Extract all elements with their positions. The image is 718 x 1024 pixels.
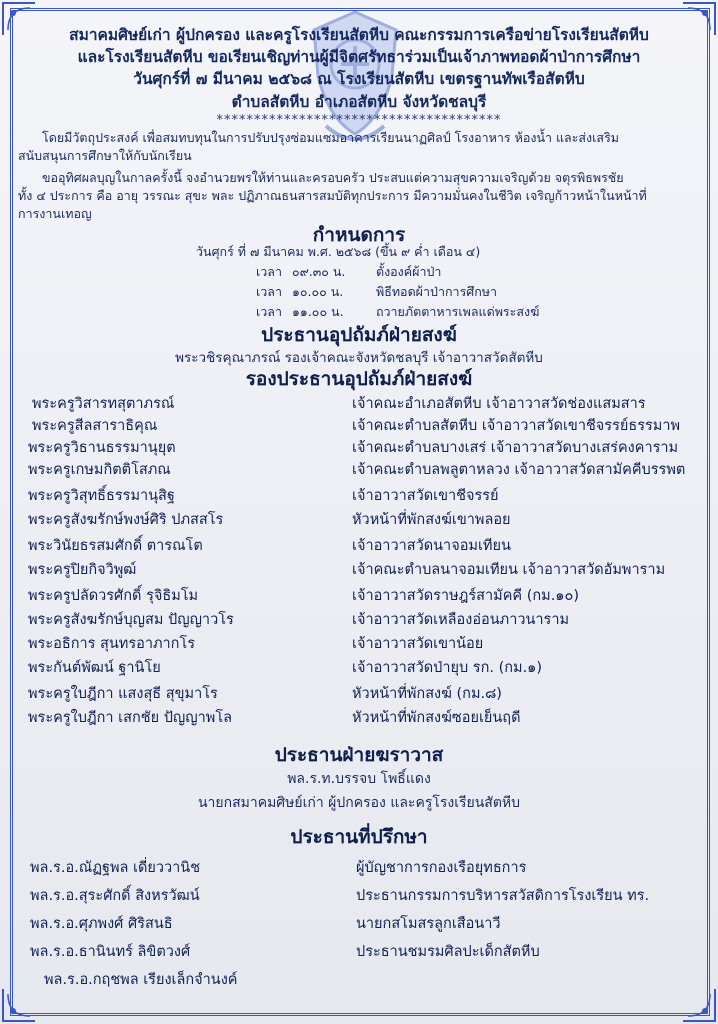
lay-chair-title: ประธานฝ่ายฆราวาส bbox=[274, 744, 444, 766]
vice-position: เจ้าคณะอำเภอสัตหีบ เจ้าอาวาสวัดช่องแสมสาร bbox=[352, 396, 646, 412]
vice-name: พระอธิการ สุนทรอาภากโร bbox=[28, 636, 196, 652]
schedule-time: ๐๙.๓๐ น. bbox=[291, 264, 346, 279]
vice-name: พระกันต์พัฒน์ ฐานิโย bbox=[28, 660, 161, 676]
vice-position: เจ้าคณะตำบลสัตหีบ เจ้าอาวาสวัดเขาชีจรรย์ธรรมาพ bbox=[352, 418, 681, 434]
intro-paragraph-1b: สนับสนุนการศึกษาให้กับนักเรียน bbox=[18, 148, 192, 163]
vice-name: พระครูวิสุทธิ์ธรรมานุสิฐ bbox=[28, 488, 175, 504]
schedule-label: เวลา bbox=[256, 304, 282, 319]
vice-position: หัวหน้าที่พักสงฆ์ (กม.๘) bbox=[352, 686, 502, 702]
schedule-title: กำหนดการ bbox=[312, 224, 406, 246]
header-line-3: วันศุกร์ที่ ๗ มีนาคม ๒๕๖๘ ณ โรงเรียนสัตหีบ เขตรฐานทัพเรือสัตหีบ bbox=[133, 70, 585, 88]
vice-position: เจ้าอาวาสวัดราษฎร์สามัคคี (กม.๑๐) bbox=[352, 588, 580, 604]
monk-vice-title: รองประธานอุปถัมภ์ฝ่ายสงฆ์ bbox=[245, 368, 473, 390]
vice-position: เจ้าอาวาสวัดเหลืองอ่อนภาวนาราม bbox=[352, 612, 570, 628]
schedule-time: ๑๑.๐๐ น. bbox=[291, 304, 344, 319]
vice-position: เจ้าอาวาสวัดเขาชีจรรย์ bbox=[352, 488, 499, 504]
advisor-name: พล.ร.อ.ธานินทร์ ลิขิตวงศ์ bbox=[30, 944, 191, 960]
vice-name: พระครูปิยกิจวิพูฒ์ bbox=[28, 562, 137, 578]
intro-paragraph-2a: ขออุทิศผลบุญในกาลครั้งนี้ จงอำนวยพรให้ท่านและครอบครัว ประสบแต่ความสุขความเจริญด้วย จตุรพิธพรชัย bbox=[42, 170, 624, 185]
schedule-row bbox=[256, 302, 539, 322]
advisor-name: พล.ร.อ.ศุภพงศ์ ศิริสนธิ bbox=[30, 916, 173, 932]
vice-name: พระวินัยธรสมศักดิ์ ตารณโต bbox=[28, 538, 203, 554]
lay-chair-name: พล.ร.ท.บรรจบ โพธิ์แดง bbox=[287, 771, 431, 787]
header-line-1: สมาคมศิษย์เก่า ผู้ปกครอง และครูโรงเรียนสัตหีบ คณะกรรมการเครือข่ายโรงเรียนสัตหีบ bbox=[69, 26, 649, 44]
vice-name: พระครูสังฆรักษ์พงษ์ศิริ ปภสสโร bbox=[28, 512, 224, 528]
schedule-event: พิธีทอดผ้าป่าการศึกษา bbox=[375, 284, 498, 299]
schedule-row bbox=[256, 282, 497, 302]
vice-name: พระครูเกษมกิตติโสภณ bbox=[28, 462, 171, 478]
advisor-position: นายกสโมสรลูกเสือนาวี bbox=[356, 916, 501, 932]
vice-name: พระครูวิสารทสุตาภรณ์ bbox=[32, 396, 175, 412]
vice-position: เจ้าอาวาสวัดนาจอมเทียน bbox=[352, 538, 511, 554]
schedule-label: เวลา bbox=[256, 264, 282, 279]
corner-ornament-icon bbox=[0, 986, 38, 1024]
monk-chair-title: ประธานอุปถัมภ์ฝ่ายสงฆ์ bbox=[261, 324, 457, 346]
monk-chair-name: พระวชิรคุณาภรณ์ รองเจ้าคณะจังหวัดชลบุรี เจ้าอาวาสวัดสัตหีบ bbox=[175, 350, 543, 366]
vice-position: เจ้าอาวาสวัดป่ายุบ รก. (กม.๑) bbox=[352, 660, 543, 676]
vice-position: เจ้าอาวาสวัดเขาน้อย bbox=[352, 636, 484, 652]
advisor-position: ผู้บัญชาการกองเรือยุทธการ bbox=[356, 860, 527, 876]
vice-position: หัวหน้าที่พักสงฆ์ซอยเย็นฤดี bbox=[352, 710, 521, 726]
star-divider: ************************************** bbox=[216, 113, 502, 128]
schedule-label: เวลา bbox=[256, 284, 282, 299]
vice-name: พระครูสีลสาราธิคุณ bbox=[32, 418, 158, 434]
intro-paragraph-2b: ทั้ง ๔ ประการ คือ อายุ วรรณะ สุขะ พละ ปฏิภาณธนสารสมบัติทุกประการ มีความมั่นคงในชีวิต เจริญก้าวหน้าในหน้าที่ bbox=[18, 188, 647, 203]
schedule-date: วันศุกร์ ที่ ๗ มีนาคม พ.ศ. ๒๕๖๘ (ขึ้น ๙ ค่ำ เดือน ๔) bbox=[196, 244, 481, 259]
header-line-4: ตำบลสัตหีบ อำเภอสัตหีบ จังหวัดชลบุรี bbox=[231, 93, 487, 111]
advisor-position: ประธานกรรมการบริหารสวัสดิการโรงเรียน ทร. bbox=[356, 888, 650, 904]
advisor-name: พล.ร.อ.กฤชพล เรียงเล็กจำนงค์ bbox=[44, 972, 238, 988]
vice-position: หัวหน้าที่พักสงฆ์เขาพลอย bbox=[352, 512, 511, 528]
header-line-2: และโรงเรียนสัตหีบ ขอเรียนเชิญท่านผู้มีจิตศรัทธาร่วมเป็นเจ้าภาพทอดผ้าป่าการศึกษา bbox=[77, 48, 641, 66]
advisor-name: พล.ร.อ.สุระศักดิ์ สิงหรวัฒน์ bbox=[30, 888, 200, 904]
corner-ornament-icon bbox=[680, 986, 718, 1024]
schedule-row bbox=[256, 262, 441, 282]
advisor-name: พล.ร.อ.ณัฏฐพล เดี่ยววานิช bbox=[30, 860, 201, 876]
advisor-position: ประธานชมรมศิลปะเด็กสัตหีบ bbox=[356, 944, 540, 960]
lay-chair-role: นายกสมาคมศิษย์เก่า ผู้ปกครอง และครูโรงเรียนสัตหีบ bbox=[197, 795, 521, 811]
schedule-event: ตั้งองค์ผ้าป่า bbox=[375, 264, 442, 279]
vice-position: เจ้าคณะตำบลพลูตาหลวง เจ้าอาวาสวัดสามัคคีบรรพต bbox=[352, 462, 686, 478]
vice-name: พระครูใบฎีกา แสงสุธี สุขุมาโร bbox=[28, 686, 218, 702]
vice-position: เจ้าคณะตำบลนาจอมเทียน เจ้าอาวาสวัดอัมพาราม bbox=[352, 562, 666, 578]
vice-name: พระครูวิธานธรรมานุยุต bbox=[28, 440, 176, 456]
vice-name: พระครูปลัดวรศักดิ์ รุจิธิมโม bbox=[28, 588, 199, 604]
schedule-event: ถวายภัตตาหารเพลแด่พระสงฆ์ bbox=[375, 304, 540, 319]
intro-paragraph-1a: โดยมีวัตถุประสงค์ เพื่อสมทบทุนในการปรับปรุงซ่อมแซมอาคารเรียนนาฏศิลป์ โรงอาหาร ห้องน้ำ และส่งเสริม bbox=[42, 130, 620, 145]
vice-name: พระครูใบฎีกา เสกชัย ปัญญาพโล bbox=[28, 710, 232, 726]
vice-position: เจ้าคณะตำบลบางเสร่ เจ้าอาวาสวัดบางเสร่คงคาราม bbox=[352, 440, 679, 456]
intro-paragraph-2c: การงานเทอญ bbox=[18, 206, 92, 221]
schedule-time: ๑๐.๐๐ น. bbox=[291, 284, 344, 299]
vice-name: พระครูสังฆรักษ์บุญสม ปัญญาวโร bbox=[28, 612, 234, 628]
advisors-title: ประธานที่ปรึกษา bbox=[290, 826, 428, 848]
